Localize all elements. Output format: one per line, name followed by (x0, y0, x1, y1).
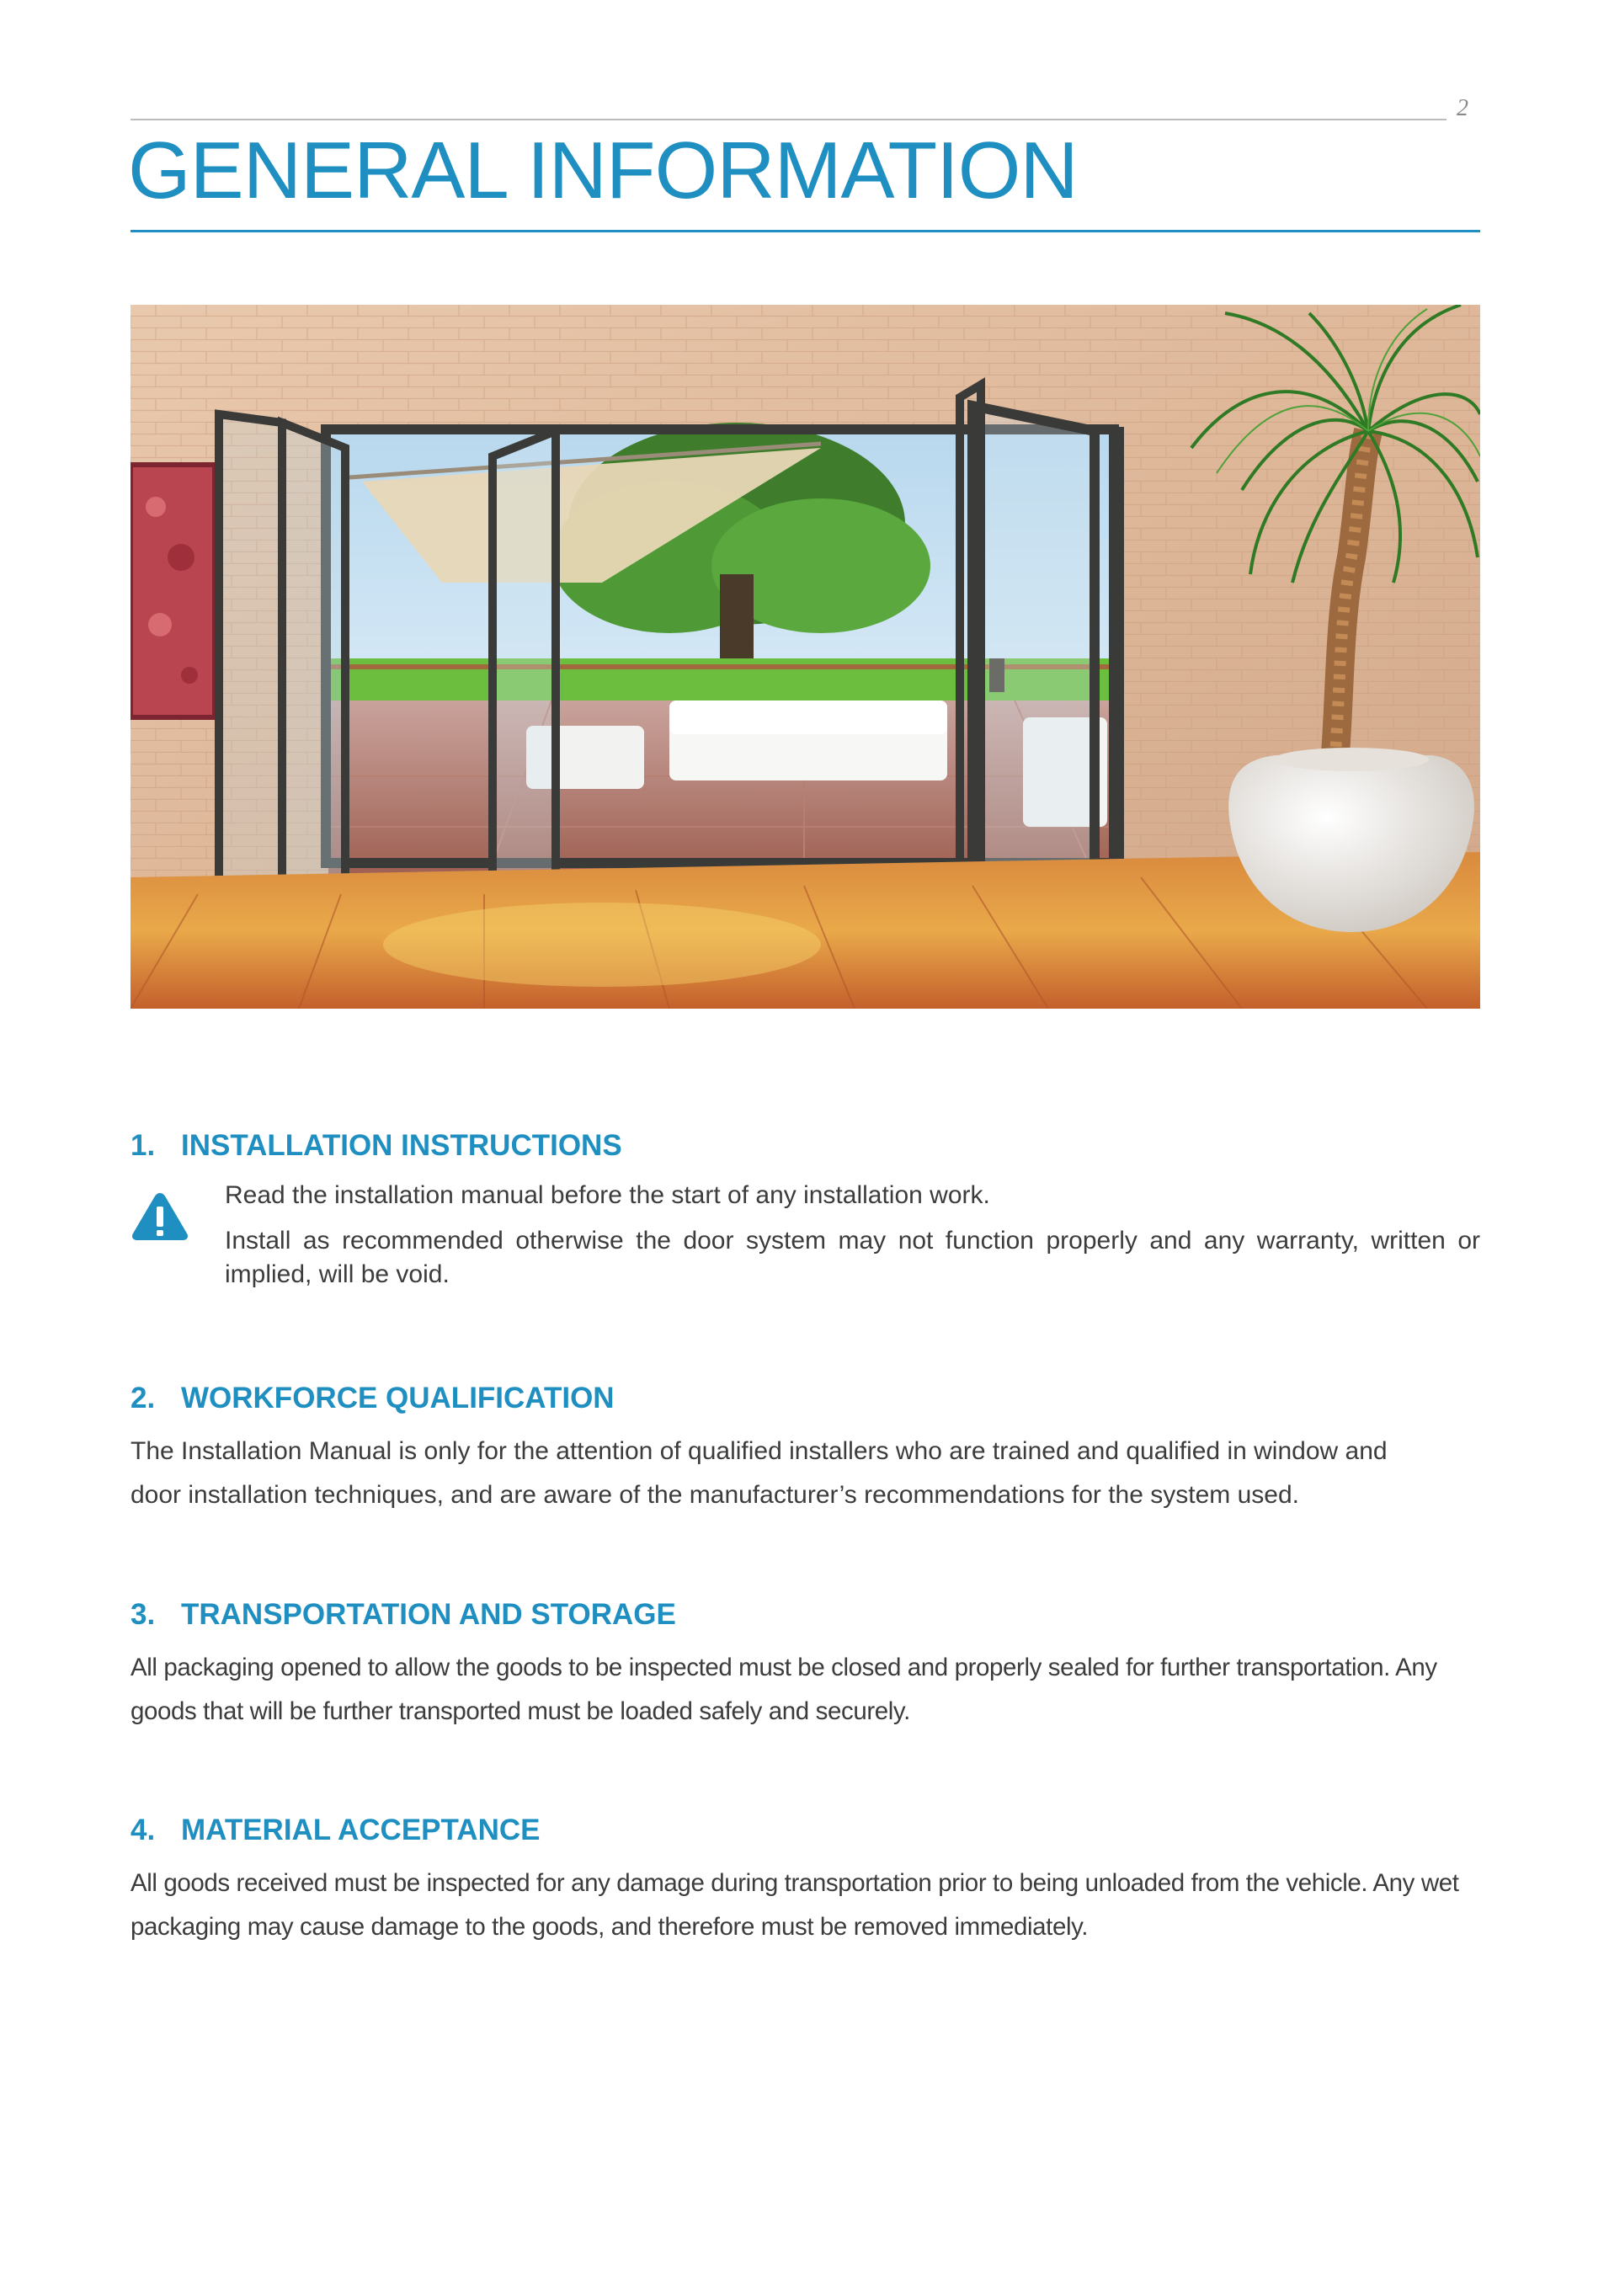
section-title: INSTALLATION INSTRUCTIONS (181, 1129, 622, 1162)
section-transportation-and-storage (131, 1597, 1480, 1725)
paragraph: The Installation Manual is only for the attention of qualified installers who are trained and qualified in window and door installation techniques, and are aware of the manufacturer’s recommendations for the system used. (131, 1437, 1388, 1509)
section-heading (131, 1813, 1480, 1848)
wall-art (131, 465, 215, 717)
section-body (225, 1179, 1480, 1292)
paragraph: All packaging opened to allow the goods to be inspected must be closed and properly sealed for further transportation. Any goods that will be further transported must be loaded safely and securely. (131, 1654, 1437, 1725)
paragraph: Install as recommended otherwise the door system may not function properly and any warranty, written or implied, will be void. (225, 1227, 1480, 1288)
section-number: 4. (131, 1814, 156, 1846)
section-number: 1. (131, 1129, 156, 1162)
section-body (131, 1862, 1480, 1949)
section-installation-instructions (131, 1128, 1480, 1288)
section-heading (131, 1381, 1480, 1416)
section-material-acceptance (131, 1813, 1480, 1941)
page-title: GENERAL INFORMATION (128, 125, 1078, 216)
section-workforce-qualification (131, 1381, 1480, 1509)
section-title: WORKFORCE QUALIFICATION (181, 1382, 615, 1414)
section-heading (131, 1128, 1480, 1164)
section-body (131, 1646, 1480, 1734)
title-underline (131, 230, 1480, 232)
header-rule (131, 119, 1447, 120)
section-heading (131, 1597, 1480, 1633)
section-number: 3. (131, 1598, 156, 1631)
section-body (131, 1430, 1480, 1517)
photo-illustration (131, 305, 1480, 1009)
section-title: TRANSPORTATION AND STORAGE (181, 1598, 676, 1631)
section-number: 2. (131, 1382, 156, 1414)
hero-photo (131, 305, 1480, 1009)
paragraph: All goods received must be inspected for any damage during transportation prior to being unloaded from the vehicle. Any wet packaging may cause damage to the goods, and therefore must be removed immediately. (131, 1869, 1459, 1941)
section-title: MATERIAL ACCEPTANCE (181, 1814, 541, 1846)
page-number: 2 (1457, 95, 1468, 121)
warning-icon (131, 1191, 189, 1243)
paragraph: Read the installation manual before the start of any installation work. (225, 1181, 990, 1209)
